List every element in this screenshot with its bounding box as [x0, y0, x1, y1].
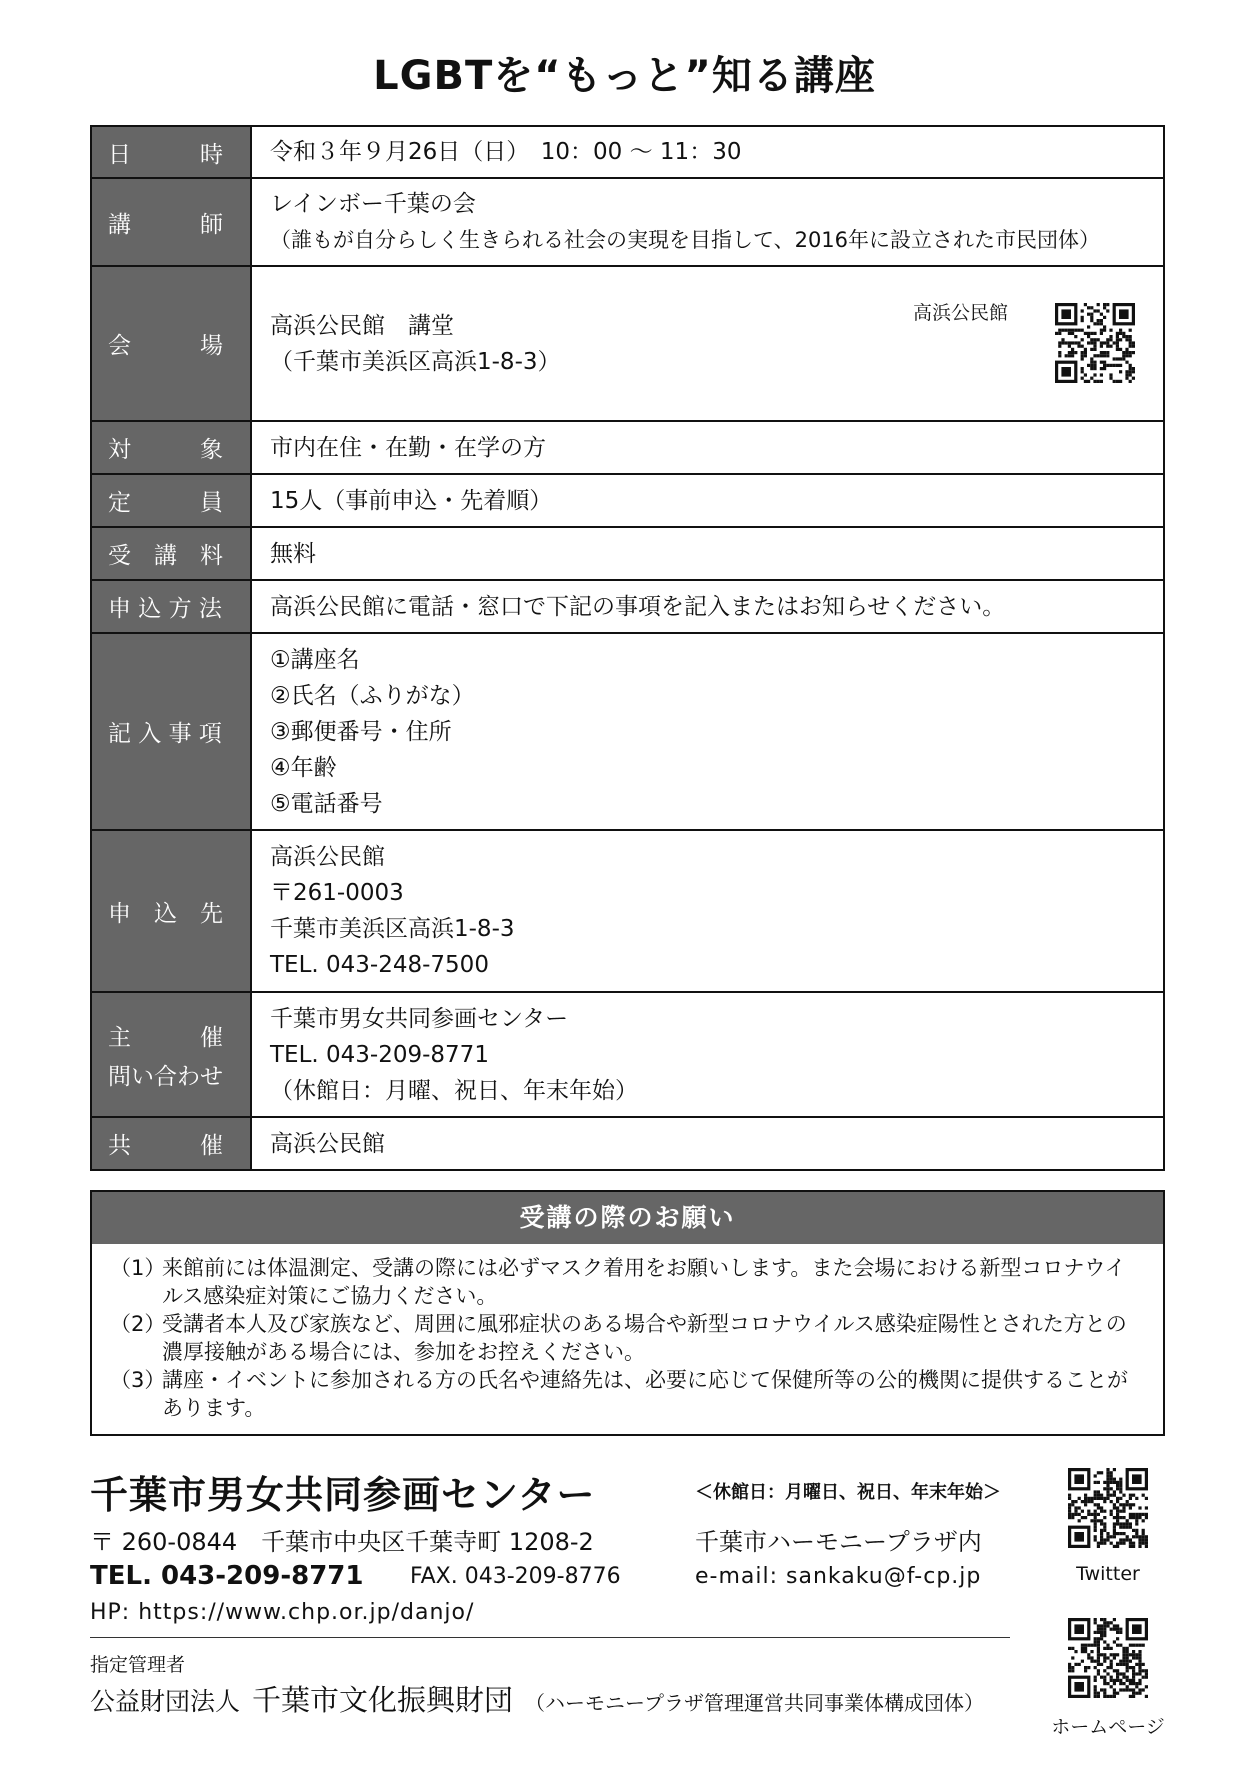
row-cosponsor [91, 1117, 1164, 1170]
value-apply-method: 高浜公民館に電話・窓口で下記の事項を記入またはお知らせください。 [251, 580, 1164, 633]
center-homepage-link[interactable]: HP: https://www.chp.or.jp/danjo/ [90, 1600, 475, 1625]
organizer-line: （休館日：月曜、祝日、年末年始） [270, 1077, 638, 1104]
row-apply-to [91, 830, 1164, 992]
center-tel: TEL. 043-209-8771 [90, 1561, 364, 1591]
label-organizer [91, 992, 251, 1117]
organizer-line: 千葉市男女共同参画センター [270, 1005, 569, 1032]
value-fee: 無料 [251, 527, 1164, 580]
info-table [90, 125, 1165, 1171]
notice-item-number: （1） [110, 1256, 166, 1280]
apply-to-line: 〒261-0003 [270, 880, 404, 906]
notice-item-text: 講座・イベントに参加される方の氏名や連絡先は、必要に応じて保健所等の公的機関に提供することがあります。 [162, 1368, 1128, 1420]
row-target [91, 421, 1164, 474]
homepage-qr-code[interactable] [1068, 1618, 1148, 1698]
twitter-qr-code[interactable] [1068, 1468, 1148, 1548]
notice-item [110, 1254, 1145, 1310]
label-apply-to: 申 込 先 [91, 830, 251, 992]
entry-item: ⑤電話番号 [270, 790, 383, 817]
notice-item [110, 1310, 1145, 1366]
value-entry-items [251, 633, 1164, 830]
label-fee: 受 講 料 [91, 527, 251, 580]
page-title: LGBTを“もっと”知る講座 [373, 53, 876, 99]
venue-qr-code[interactable] [1055, 303, 1135, 383]
label-lecturer: 講 師 [91, 178, 251, 266]
manager-name: 千葉市文化振興財団 [252, 1683, 514, 1717]
label-entry-items: 記 入 事 項 [91, 633, 251, 830]
label-capacity: 定 員 [91, 474, 251, 527]
row-capacity [91, 474, 1164, 527]
value-organizer [251, 992, 1164, 1117]
value-capacity: 15人（事前申込・先着順） [251, 474, 1164, 527]
center-hours: ＜休館日：月曜日、祝日、年末年始＞ [695, 1482, 1001, 1503]
notice-heading: 受講の際のお願い [92, 1192, 1163, 1244]
row-organizer [91, 992, 1164, 1117]
notice-item-number: （2） [110, 1312, 166, 1336]
value-lecturer [251, 178, 1164, 266]
entry-item: ④年齢 [270, 754, 337, 781]
venue-name: 高浜公民館 講堂 [270, 312, 454, 339]
lecturer-name: レインボー千葉の会 [270, 191, 476, 217]
lecturer-desc: （誰もが自分らしく生きられる社会の実現を目指して、2016年に設立された市民団体） [270, 228, 1101, 252]
row-datetime [91, 126, 1164, 178]
center-address: 〒 260-0844 千葉市中央区千葉寺町 1208-2 [90, 1528, 594, 1556]
apply-to-line: TEL. 043-248-7500 [270, 952, 489, 978]
manager-label: 指定管理者 [90, 1654, 186, 1676]
manager-line [90, 1678, 984, 1719]
row-fee [91, 527, 1164, 580]
row-venue [91, 266, 1164, 421]
label-target: 対 象 [91, 421, 251, 474]
homepage-qr-caption: ホームページ [1051, 1716, 1165, 1738]
row-apply-method [91, 580, 1164, 633]
value-venue [251, 266, 1164, 421]
value-apply-to [251, 830, 1164, 992]
apply-to-line: 高浜公民館 [270, 844, 385, 870]
label-datetime: 日 時 [91, 126, 251, 178]
label-apply-method: 申 込 方 法 [91, 580, 251, 633]
notice-body [92, 1244, 1163, 1434]
venue-address: （千葉市美浜区高浜1-8-3） [270, 348, 561, 375]
label-venue: 会 場 [91, 266, 251, 421]
notice-item [110, 1366, 1145, 1422]
row-lecturer [91, 178, 1164, 266]
apply-to-line: 千葉市美浜区高浜1-8-3 [270, 916, 515, 942]
center-fax: FAX. 043-209-8776 [410, 1564, 621, 1589]
value-datetime: 令和３年９月26日（日） 10：00 ～ 11：30 [251, 126, 1164, 178]
label-organizer-2: 問い合わせ [108, 1063, 223, 1090]
notice-item-text: 受講者本人及び家族など、周囲に風邪症状のある場合や新型コロナウイルス感染症陽性とされた方との濃厚接触がある場合には、参加をお控えください。 [162, 1312, 1127, 1364]
twitter-qr-caption: Twitter [1076, 1563, 1140, 1585]
value-cosponsor: 高浜公民館 [251, 1117, 1164, 1170]
row-entry-items [91, 633, 1164, 830]
center-building: 千葉市ハーモニープラザ内 [695, 1528, 982, 1556]
entry-item: ②氏名（ふりがな） [270, 682, 475, 709]
label-organizer-1: 主 催 [108, 1024, 223, 1051]
manager-org: 公益財団法人 [90, 1687, 241, 1716]
value-target: 市内在住・在勤・在学の方 [251, 421, 1164, 474]
notice-box [90, 1190, 1165, 1436]
entry-item: ①講座名 [270, 646, 360, 673]
notice-item-number: （3） [110, 1368, 166, 1392]
label-cosponsor: 共 催 [91, 1117, 251, 1170]
center-name: 千葉市男女共同参画センター [90, 1473, 596, 1517]
notice-item-text: 来館前には体温測定、受講の際には必ずマスク着用をお願いします。また会場における新型コロナウイルス感染症対策にご協力ください。 [162, 1256, 1126, 1308]
center-email[interactable]: e-mail: sankaku@f-cp.jp [695, 1564, 982, 1589]
venue-qr-label: 高浜公民館 [912, 302, 1008, 324]
organizer-line: TEL. 043-209-8771 [270, 1041, 489, 1068]
footer-divider [90, 1637, 1010, 1638]
entry-item: ③郵便番号・住所 [270, 718, 452, 745]
manager-note: （ハーモニープラザ管理運営共同事業体構成団体） [525, 1691, 985, 1715]
